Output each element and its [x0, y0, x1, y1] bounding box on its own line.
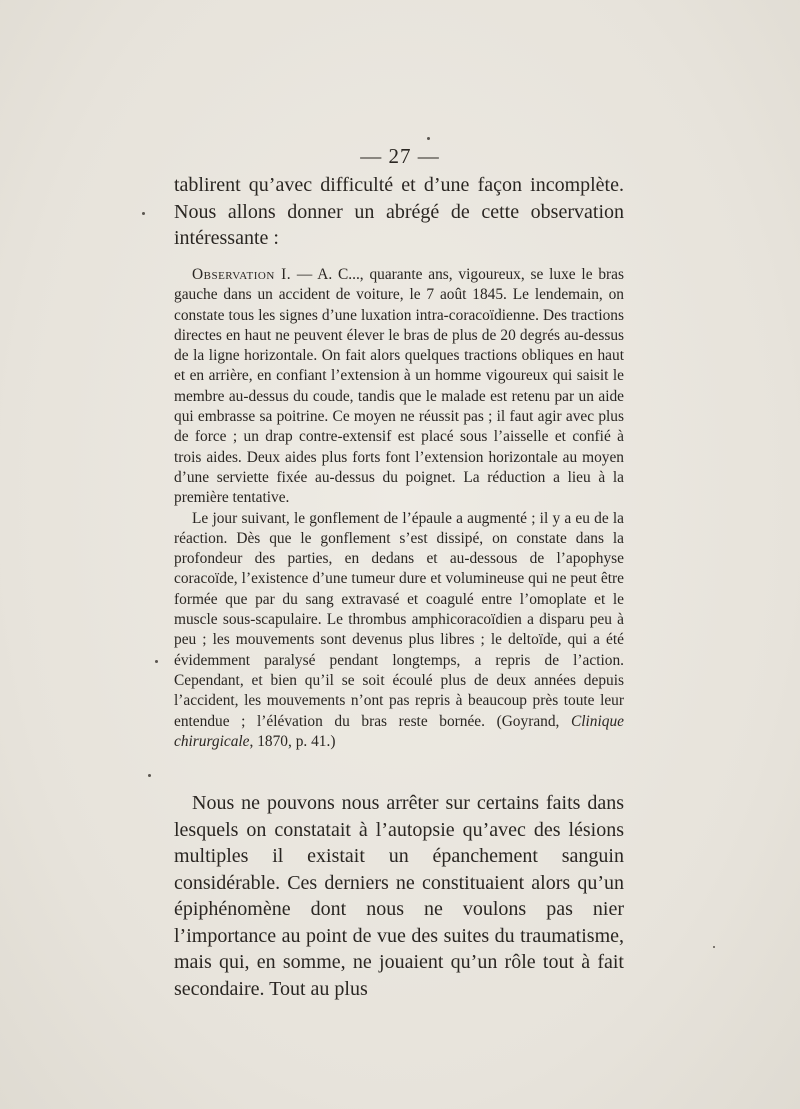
conclusion-block	[174, 790, 624, 1002]
observation-paragraph-2	[174, 509, 624, 753]
intro-paragraph: tablirent qu’avec difficulté et d’une façon incomplète. Nous allons donner un abrégé de cette observation intéressante :	[174, 174, 624, 249]
citation-tail: , 1870, p. 41.)	[249, 732, 336, 750]
ink-speck	[713, 946, 715, 948]
observation-paragraph-1	[174, 265, 624, 509]
observation-text-2: Le jour suivant, le gonflement de l’épaule a augmenté ; il y a eu de la réaction. Dès que le gonflement s’est dissipé, on constate dans la profondeur des parties, en dedans et au-dessous de l’apophyse coracoïde, l’existence d’une tumeur dure et volumineuse qui ne peut être formée que par du sang extravasé et coagulé entre l’omoplate et le muscle sous-scapulaire. Le thrombus amphicoracoïdien a disparu peu à peu ; les mouvements sont devenus plus libres ; le deltoïde, qui a été évidemment paralysé pendant longtemps, a repris de l’action. Cependant, et bien qu’il se soit écoulé plus de deux années depuis l’accident, les mouvements n’ont pas repris à beaucoup près toute leur entendue ; l’élévation du bras reste bornée. (Goyrand,	[174, 509, 624, 730]
conclusion-paragraph: Nous ne pouvons nous arrêter sur certains faits dans lesquels on constatait à l’autopsie qu’avec des lésions multiples il existait un épanchement sanguin considérable. Ces derniers ne constituaient alors qu’un épiphénomène dont nous ne voulons pas nier l’importance au point de vue des suites du traumatisme, mais qui, en somme, ne jouaient qu’un rôle tout à fait secondaire. Tout au plus	[174, 792, 624, 1000]
page-number: — 27 —	[360, 144, 440, 168]
ink-speck	[142, 212, 145, 215]
ink-speck	[427, 137, 430, 140]
observation-label: Observation I.	[192, 266, 292, 283]
observation-block	[174, 265, 624, 752]
citation-title: Clinique chirurgicale	[174, 712, 624, 750]
intro-paragraph-block	[174, 172, 624, 252]
ink-speck	[155, 660, 158, 663]
observation-text-1: — A. C..., quarante ans, vigoureux, se luxe le bras gauche dans un accident de voiture, le 7 août 1845. Le lendemain, on constate tous les signes d’une luxation intra-coracoïdienne. Des tractions directes en haut ne peuvent élever le bras de plus de 20 degrés au-dessus de la ligne horizontale. On fait alors quelques tractions obliques en haut et en arrière, en confiant l’extension à un homme vigoureux qui saisit le membre au-dessus du coude, tandis que le malade est retenu par un aide qui embrasse sa poitrine. Ce moyen ne réussit pas ; il faut agir avec plus de force ; un drap contre-extensif est placé sous l’aisselle et confié à trois aides. Deux aides plus forts font l’extension horizontale au moyen d’une serviette fixée au-dessus du poignet. La réduction a lieu à la première tentative.	[174, 266, 624, 507]
ink-speck	[148, 774, 151, 777]
